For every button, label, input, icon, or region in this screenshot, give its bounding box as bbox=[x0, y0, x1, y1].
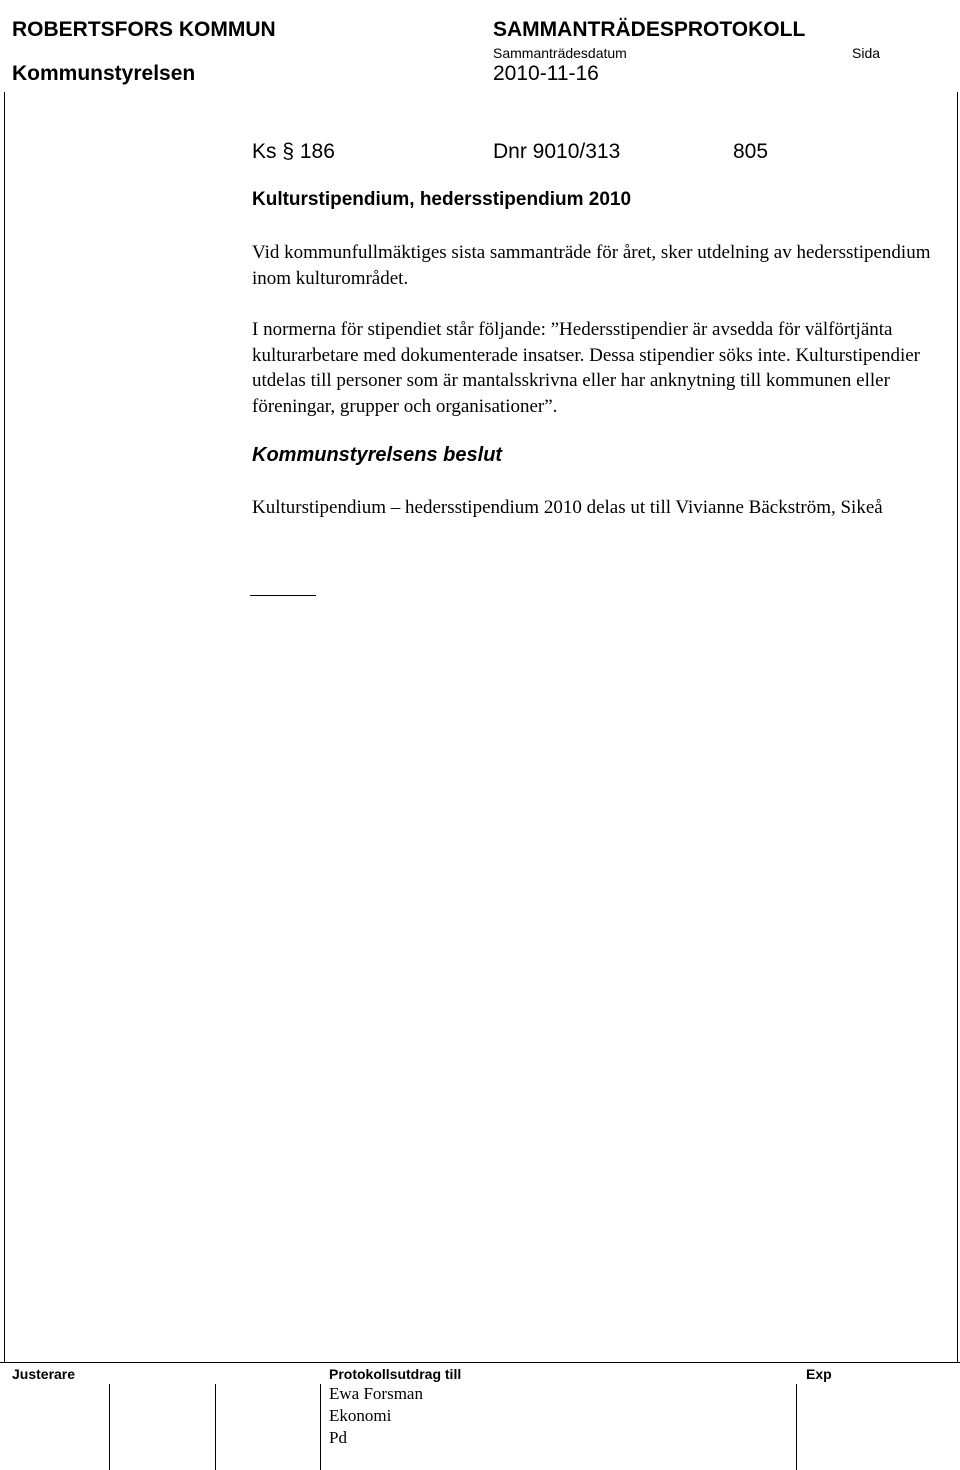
meeting-date: 2010-11-16 bbox=[493, 62, 599, 85]
organization-name: ROBERTSFORS KOMMUN bbox=[12, 18, 276, 41]
case-title: Kulturstipendium, hedersstipendium 2010 bbox=[252, 189, 632, 210]
footer-divider-3 bbox=[320, 1384, 321, 1470]
intro-paragraph: Vid kommunfullmäktiges sista sammanträde för året, sker utdelning av hedersstipendium inom kulturområdet. bbox=[252, 242, 931, 289]
right-margin-line bbox=[957, 92, 958, 1362]
document-type: SAMMANTRÄDESPROTOKOLL bbox=[493, 18, 806, 41]
left-margin-line bbox=[4, 92, 5, 1362]
page-label: Sida bbox=[852, 45, 881, 61]
footer-divider-1 bbox=[109, 1384, 110, 1470]
footer-divider-2 bbox=[215, 1384, 216, 1470]
meeting-date-label: Sammanträdesdatum bbox=[493, 45, 627, 61]
justerare-label: Justerare bbox=[12, 1366, 76, 1382]
case-code: 805 bbox=[733, 140, 769, 163]
end-rule bbox=[250, 595, 316, 596]
recipient-item: Ewa Forsman bbox=[329, 1384, 423, 1403]
diary-number: Dnr 9010/313 bbox=[493, 140, 621, 163]
exp-label: Exp bbox=[806, 1366, 832, 1382]
footer-top-line bbox=[0, 1362, 960, 1363]
decision-heading: Kommunstyrelsens beslut bbox=[252, 444, 503, 466]
norms-paragraph: I normerna för stipendiet står följande: ”Hedersstipendier är avsedda för välförtjänta kulturarbetare med dokumenterade insatser. Dessa stipendier söks inte. Kulturstipendier utdelas till personer som är mantalsskrivna eller har anknytning till kommunen eller föreningar, grupper och organisationer”. bbox=[252, 319, 920, 417]
recipient-item: Ekonomi bbox=[329, 1406, 392, 1425]
decision-text: Kulturstipendium – hedersstipendium 2010 delas ut till Vivianne Bäckström, Sikeå bbox=[252, 497, 883, 518]
protocol-extract-label: Protokollsutdrag till bbox=[329, 1366, 462, 1382]
recipient-item: Pd bbox=[329, 1428, 347, 1447]
paragraph-number: Ks § 186 bbox=[252, 140, 335, 163]
footer-divider-4 bbox=[796, 1384, 797, 1470]
department-name: Kommunstyrelsen bbox=[12, 62, 196, 85]
